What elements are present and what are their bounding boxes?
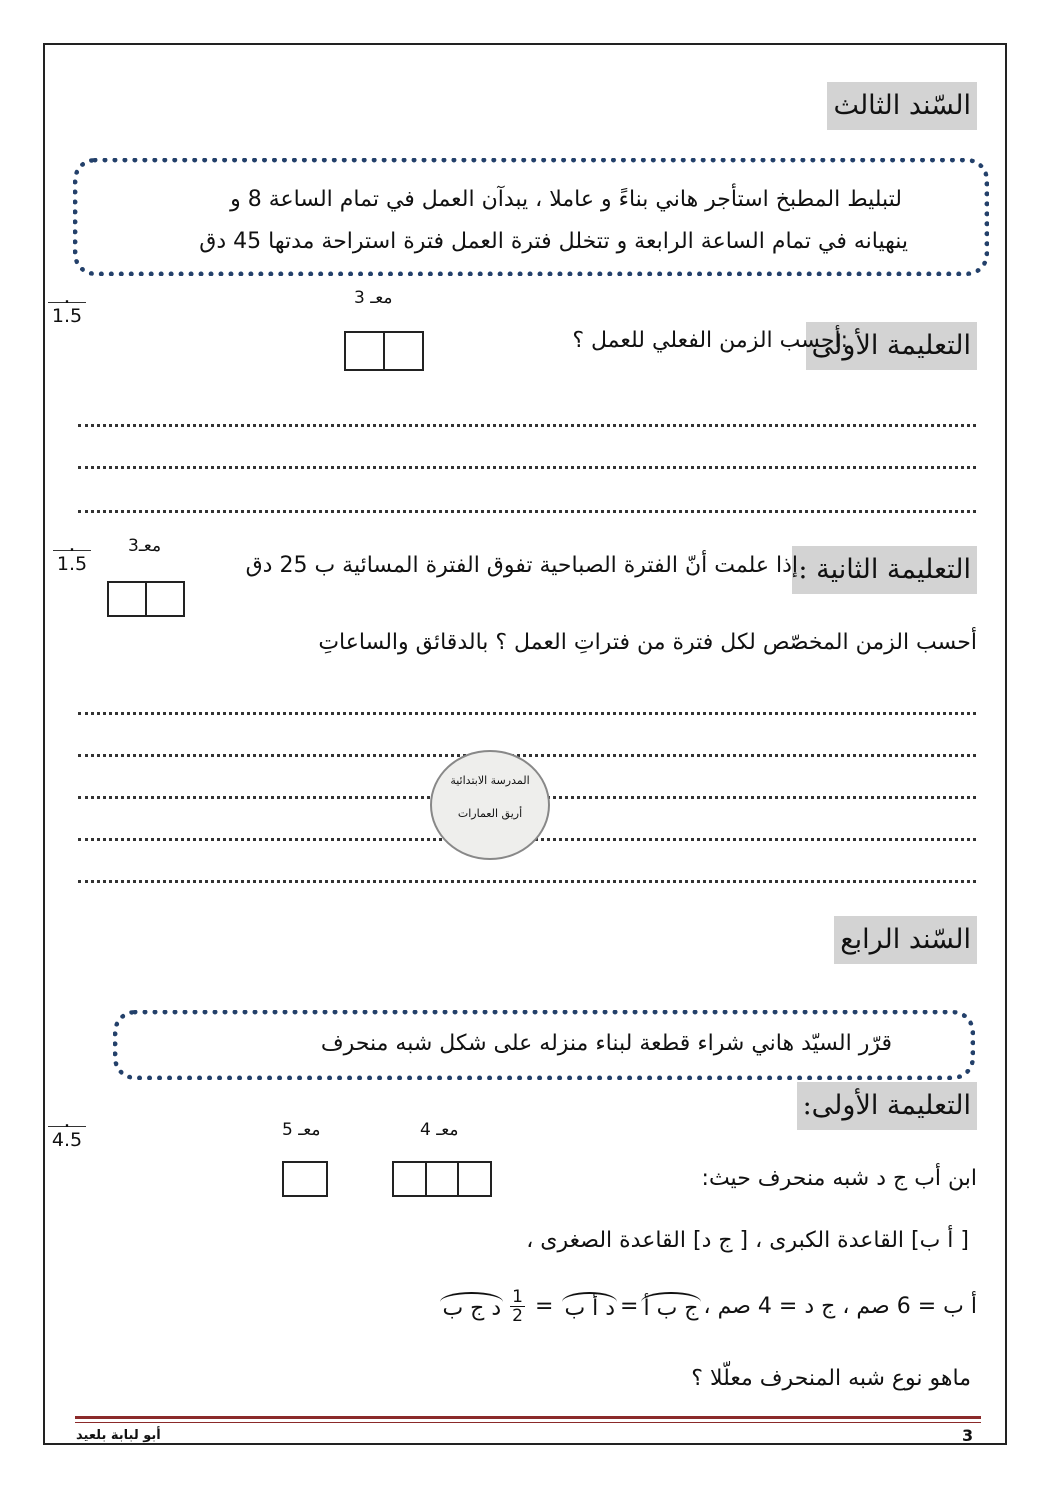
q1-label: التعليمة الأولى — [806, 322, 977, 370]
answer-line[interactable] — [78, 424, 976, 427]
school-stamp — [430, 750, 550, 860]
angle-dab: د أ ب — [562, 1292, 617, 1321]
s4-line1: ابن أب ج د شبه منحرف حيث: — [701, 1166, 977, 1191]
q1-text: :أحسب الزمن الفعلي للعمل ؟ — [572, 328, 848, 353]
section3-title: السّند الثالث — [827, 82, 977, 130]
answer-line[interactable] — [78, 754, 976, 757]
criterion-q2: معـ3 — [128, 536, 162, 556]
stamp-line1: المدرسة الابتدائية — [450, 774, 530, 787]
q2-text2: أحسب الزمن المخصّص لكل فترة من فتراتِ العمل ؟ بالدقائق والساعاتِ — [318, 630, 977, 655]
s4-line2: [ أ ب] القاعدة الكبرى ، [ ج د] القاعدة الصغرى ، — [526, 1228, 969, 1253]
eq1: = — [620, 1294, 639, 1319]
grade-cells-q1[interactable] — [344, 331, 424, 371]
answer-line[interactable] — [78, 880, 976, 883]
grade-cells-s4-b[interactable] — [282, 1161, 328, 1197]
s4-line3-a: أ ب = 6 صم ، ج د = 4 صم ، — [703, 1294, 977, 1319]
footer-rule-thin — [75, 1422, 981, 1423]
section3-box-line2: ينهيانه في تمام الساعة الرابعة و تتخلل فترة العمل فترة استراحة مدتها 45 دق — [199, 229, 908, 254]
answer-line[interactable] — [78, 510, 976, 513]
section4-box-text: قرّر السيّد هاني شراء قطعة لبناء منزله على شكل شبه منحرف — [320, 1031, 892, 1056]
criterion-s4-a: معـ 4 — [420, 1120, 459, 1140]
answer-line[interactable] — [78, 712, 976, 715]
q2-text: إذا علمت أنّ الفترة الصباحية تفوق الفترة المسائية ب 25 دق — [245, 553, 798, 578]
footer-author: أبو لبابة بلعيد — [76, 1428, 161, 1443]
score-q2: . 1.5 — [53, 540, 91, 575]
q2-label: التعليمة الثانية : — [792, 546, 977, 594]
section3-context-box — [73, 158, 989, 276]
section4-context-box — [113, 1010, 975, 1080]
grade-cells-s4-a[interactable] — [392, 1161, 492, 1197]
page-number: 3 — [962, 1426, 974, 1445]
s4-line4: ماهو نوع شبه المنحرف معلّلا ؟ — [691, 1366, 971, 1391]
grade-cells-q2[interactable] — [107, 581, 185, 617]
s4-line3 — [437, 1288, 977, 1325]
stamp-line2: أريق العمارات — [457, 807, 523, 820]
criterion-q1: معـ 3 — [354, 288, 393, 308]
score-s4-q1: . 4.5 — [48, 1116, 86, 1151]
s4-q1-label: التعليمة الأولى: — [797, 1082, 977, 1130]
score-q1: . 1.5 — [48, 292, 86, 327]
eq2: = — [535, 1294, 554, 1319]
criterion-s4-b: معـ 5 — [282, 1120, 321, 1140]
answer-line[interactable] — [78, 466, 976, 469]
footer-rule — [75, 1416, 981, 1419]
section3-box-line1: لتبليط المطبخ استأجر هاني بناءً و عاملا ، يبدآن العمل في تمام الساعة 8 و — [230, 187, 902, 212]
section4-title: السّند الرابع — [834, 916, 977, 964]
angle-dcb: د ج ب — [440, 1292, 503, 1321]
fraction-half: $\frac{1}{2}$ — [512, 1287, 523, 1326]
angle-cba: ج ب أ — [641, 1292, 700, 1321]
